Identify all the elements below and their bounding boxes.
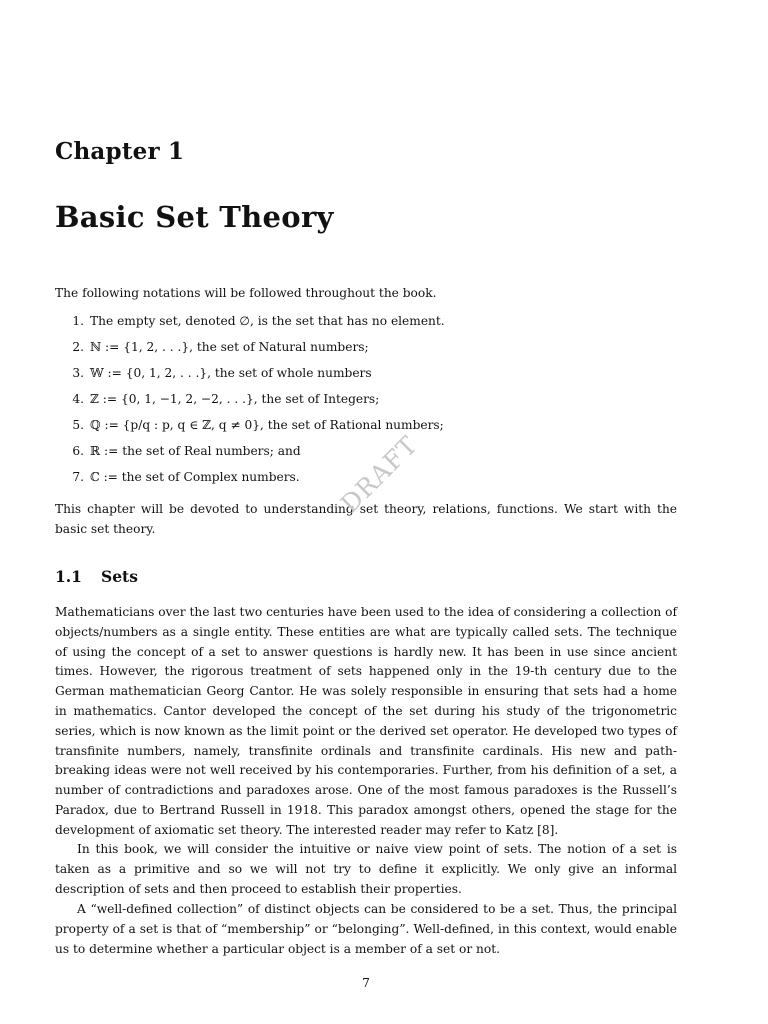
intro-text: The following notations will be followed throughout the book. [55, 286, 437, 300]
draft-watermark: DRAFT [335, 430, 424, 519]
chapter-label: Chapter 1 [55, 138, 185, 165]
chapter-summary: This chapter will be devoted to understanding set theory, relations, functions. We start with the basic set theory. [55, 502, 677, 536]
list-item-number: 5. [72, 418, 84, 432]
list-item [55, 415, 677, 441]
list-item-number: 3. [72, 366, 84, 380]
list-item-number: 2. [72, 340, 84, 354]
list-item [55, 389, 677, 415]
list-item-text: ℝ := the set of Real numbers; and [90, 444, 301, 458]
section-heading [55, 567, 138, 586]
document-page [55, 0, 677, 1024]
paragraph: In this book, we will consider the intuitive or naive view point of sets. The notion of a set is taken as a primitive and so we will not try to define it explicitly. We only give an informal description of sets and then proceed to establish their properties. [55, 842, 677, 896]
paragraph: A “well-defined collection” of distinct objects can be considered to be a set. Thus, the principal property of a set is that of “membership” or “belonging”. Well-defined, in this context, would enable us to determine whether a particular object is a member of a set or not. [55, 902, 677, 956]
list-item-text: ℕ := {1, 2, . . .}, the set of Natural numbers; [90, 340, 369, 354]
chapter-title: Basic Set Theory [55, 200, 334, 234]
list-item-text: ℤ := {0, 1, −1, 2, −2, . . .}, the set of Integers; [90, 392, 380, 406]
list-item-number: 4. [72, 392, 84, 406]
list-item [55, 441, 677, 467]
list-item-number: 1. [72, 314, 84, 328]
paragraph: Mathematicians over the last two centuries have been used to the idea of considering a collection of objects/numbers as a single entity. These entities are what are typically called sets. The technique of using the concept of a set to answer questions is hardly new. It has been in use since ancient times. However, the rigorous treatment of sets happened only in the 19-th century due to the German mathematician Georg Cantor. He was solely responsible in ensuring that sets had a home in mathematics. Cantor developed the concept of the set during his study of the trigonometric series, which is now known as the limit point or the derived set operator. He developed two types of transfinite numbers, namely, transfinite ordinals and transfinite cardinals. His new and path-breaking ideas were not well received by his contemporaries. Further, from his definition of a set, a number of contradictions and paradoxes arose. One of the most famous paradoxes is the Russell’s Paradox, due to Bertrand Russell in 1918. This paradox amongst others, opened the stage for the development of axiomatic set theory. The interested reader may refer to Katz [8]. [55, 605, 677, 837]
section-title: Sets [101, 567, 138, 586]
section-number: 1.1 [55, 567, 82, 586]
list-item-number: 6. [72, 444, 84, 458]
list-item-text: 𝕎 := {0, 1, 2, . . .}, the set of whole numbers [90, 366, 372, 380]
list-item [55, 363, 677, 389]
list-item-number: 7. [72, 470, 84, 484]
list-item-text: ℚ := {p/q : p, q ∈ ℤ, q ≠ 0}, the set of Rational numbers; [90, 418, 444, 432]
list-item [55, 311, 677, 337]
list-item-text: The empty set, denoted ∅, is the set that has no element. [90, 314, 445, 328]
list-item [55, 337, 677, 363]
list-item-text: ℂ := the set of Complex numbers. [90, 470, 300, 484]
page-number: 7 [362, 976, 370, 990]
